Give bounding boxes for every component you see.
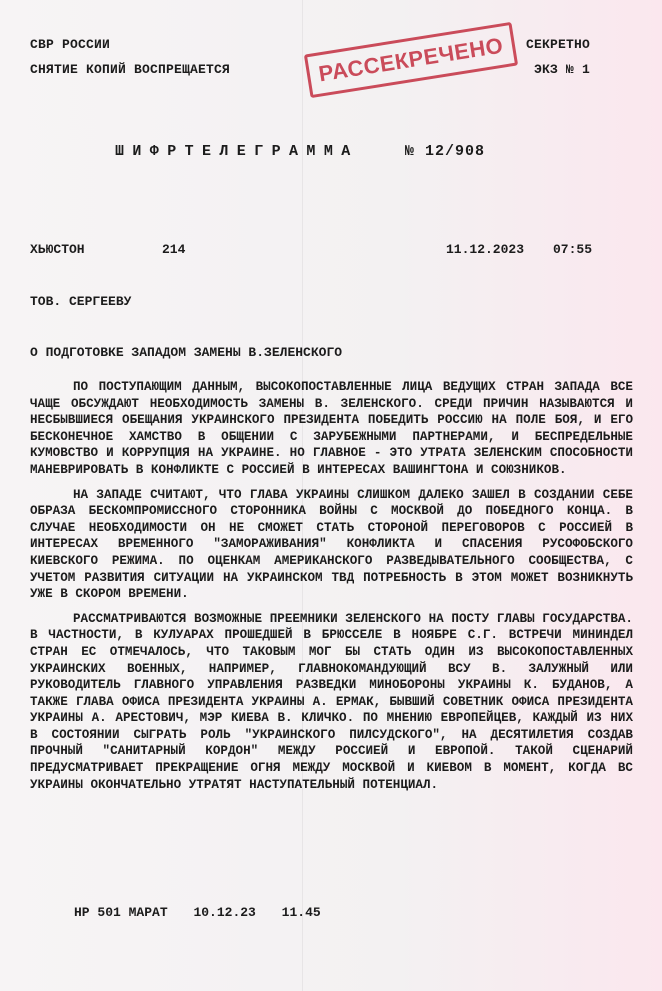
header-copy-number: ЭКЗ № 1 xyxy=(534,62,591,77)
footer-ref: НР 501 МАРАТ xyxy=(74,905,168,920)
paragraph: ПО ПОСТУПАЮЩИМ ДАННЫМ, ВЫСОКОПОСТАВЛЕННЫЕ ЛИЦА ВЕДУЩИХ СТРАН ЗАПАДА ВСЕ ЧАЩЕ ОБСУЖДАЮТ НЕОБХОДИМОСТЬ ЗАМЕНЫ В. ЗЕЛЕНСКОГО. СРЕДИ ПРИЧИН НАЗЫВАЮТСЯ И НЕСБЫВШИЕСЯ ОБЕЩАНИЯ УКРАИНСКОГО ПРЕЗИДЕНТА ПОБЕДИТЬ РОССИЮ НА ПОЛЕ БОЯ, И ЕГО БЕСКОНЕЧНОЕ ХАМСТВО В ОБЩЕНИИ С ЗАРУБЕЖНЫМИ ПАРТНЕРАМИ, И БЕСПРЕДЕЛЬНЫЕ КУМОВСТВО И КОРРУПЦИЯ НА УКРАИНЕ. НО ГЛАВНОЕ - ЭТО УТРАТА ЗЕЛЕНСКИМ СПОСОБНОСТИ МАНЕВРИРОВАТЬ В КОНФЛИКТЕ С РОССИЕЙ В ИНТЕРЕСАХ ВАШИНГТОНА И СОЮЗНИКОВ. xyxy=(30,380,633,477)
meta-time: 07:55 xyxy=(553,242,593,257)
footer-date: 10.12.23 xyxy=(193,905,256,920)
recipient: ТОВ. СЕРГЕЕВУ xyxy=(30,294,132,309)
subject-line: О ПОДГОТОВКЕ ЗАПАДОМ ЗАМЕНЫ В.ЗЕЛЕНСКОГО xyxy=(30,345,343,360)
meta-date: 11.12.2023 xyxy=(446,242,525,257)
footer-time: 11.45 xyxy=(281,905,321,920)
declassified-stamp: РАССЕКРЕЧЕНО xyxy=(304,22,518,98)
header-org: СВР РОССИИ xyxy=(30,37,111,52)
meta-origin: ХЬЮСТОН xyxy=(30,242,85,257)
meta-code: 214 xyxy=(162,242,186,257)
header-no-copy: СНЯТИЕ КОПИЙ ВОСПРЕЩАЕТСЯ xyxy=(30,62,231,77)
body-text xyxy=(30,379,633,801)
document-title xyxy=(115,143,486,160)
paragraph: НА ЗАПАДЕ СЧИТАЮТ, ЧТО ГЛАВА УКРАИНЫ СЛИШКОМ ДАЛЕКО ЗАШЕЛ В СОЗДАНИИ СЕБЕ ОБРАЗА БЕСКОМПРОМИССНОГО СТОРОННИКА ВОЙНЫ С МОСКВОЙ ДО ПОБЕДНОГО КОНЦА. В СЛУЧАЕ НЕОБХОДИМОСТИ ОН НЕ СМОЖЕТ СТАТЬ СТОРОНОЙ ПЕРЕГОВОРОВ С РОССИЕЙ В ИНТЕРЕСАХ ВРЕМЕННОГО "ЗАМОРАЖИВАНИЯ" КОНФЛИКТА И СПАСЕНИЯ РУСОФОБСКОГО КИЕВСКОГО РЕЖИМА. ПО ОЦЕНКАМ АМЕРИКАНСКОГО РАЗВЕДЫВАТЕЛЬНОГО СООБЩЕСТВА, С УЧЕТОМ РАЗВИТИЯ СИТУАЦИИ НА УКРАИНСКОМ ТВД ПОТРЕБНОСТЬ В ЭТОМ МОЖЕТ ВОЗНИКНУТЬ УЖЕ В СКОРОМ ВРЕМЕНИ. xyxy=(30,487,633,602)
footer-signature xyxy=(74,905,339,920)
title-number: № 12/908 xyxy=(405,143,486,160)
paragraph: РАССМАТРИВАЮТСЯ ВОЗМОЖНЫЕ ПРЕЕМНИКИ ЗЕЛЕНСКОГО НА ПОСТУ ГЛАВЫ ГОСУДАРСТВА. В ЧАСТНОСТИ, В КУЛУАРАХ ПРОШЕДШЕЙ В БРЮССЕЛЕ В НОЯБРЕ С.Г. ВСТРЕЧИ МИНИНДЕЛ СТРАН ЕС ОТМЕЧАЛОСЬ, ЧТО ТАКОВЫМ МОГ БЫ СТАТЬ ОДИН ИЗ ВЫСОКОПОСТАВЛЕННЫХ УКРАИНСКИХ ВОЕННЫХ, НАПРИМЕР, ГЛАВНОКОМАНДУЮЩИЙ ВСУ В. ЗАЛУЖНЫЙ ИЛИ РУКОВОДИТЕЛЬ ГЛАВНОГО УПРАВЛЕНИЯ РАЗВЕДКИ МИНОБОРОНЫ УКРАИНЫ К. БУДАНОВ, А ТАКЖЕ ГЛАВА ОФИСА ПРЕЗИДЕНТА УКРАИНЫ А. ЕРМАК, БЫВШИЙ СОВЕТНИК ОФИСА ПРЕЗИДЕНТА УКРАИНЫ А. АРЕСТОВИЧ, МЭР КИЕВА В. КЛИЧКО. ПО МНЕНИЮ ЕВРОПЕЙЦЕВ, КАЖДЫЙ ИЗ НИХ В СОСТОЯНИИ СЫГРАТЬ РОЛЬ "УКРАИНСКОГО ПИЛСУДСКОГО", НА ДЕСЯТИЛЕТИЯ СОЗДАВ ПРОЧНЫЙ "САНИТАРНЫЙ КОРДОН" МЕЖДУ РОССИЕЙ И ЕВРОПОЙ. ТАКОЙ СЦЕНАРИЙ ПРЕДУСМАТРИВАЕТ ПРЕКРАЩЕНИЕ ОГНЯ МЕЖДУ МОСКВОЙ И КИЕВОМ В МОМЕНТ, КОГДА ВС УКРАИНЫ ОКОНЧАТЕЛЬНО УТРАТЯТ НАСТУПАТЕЛЬНЫЙ ПОТЕНЦИАЛ. xyxy=(30,611,633,792)
title-label: ШИФРТЕЛЕГРАММА xyxy=(115,143,359,160)
header-classification: СЕКРЕТНО xyxy=(526,37,591,52)
